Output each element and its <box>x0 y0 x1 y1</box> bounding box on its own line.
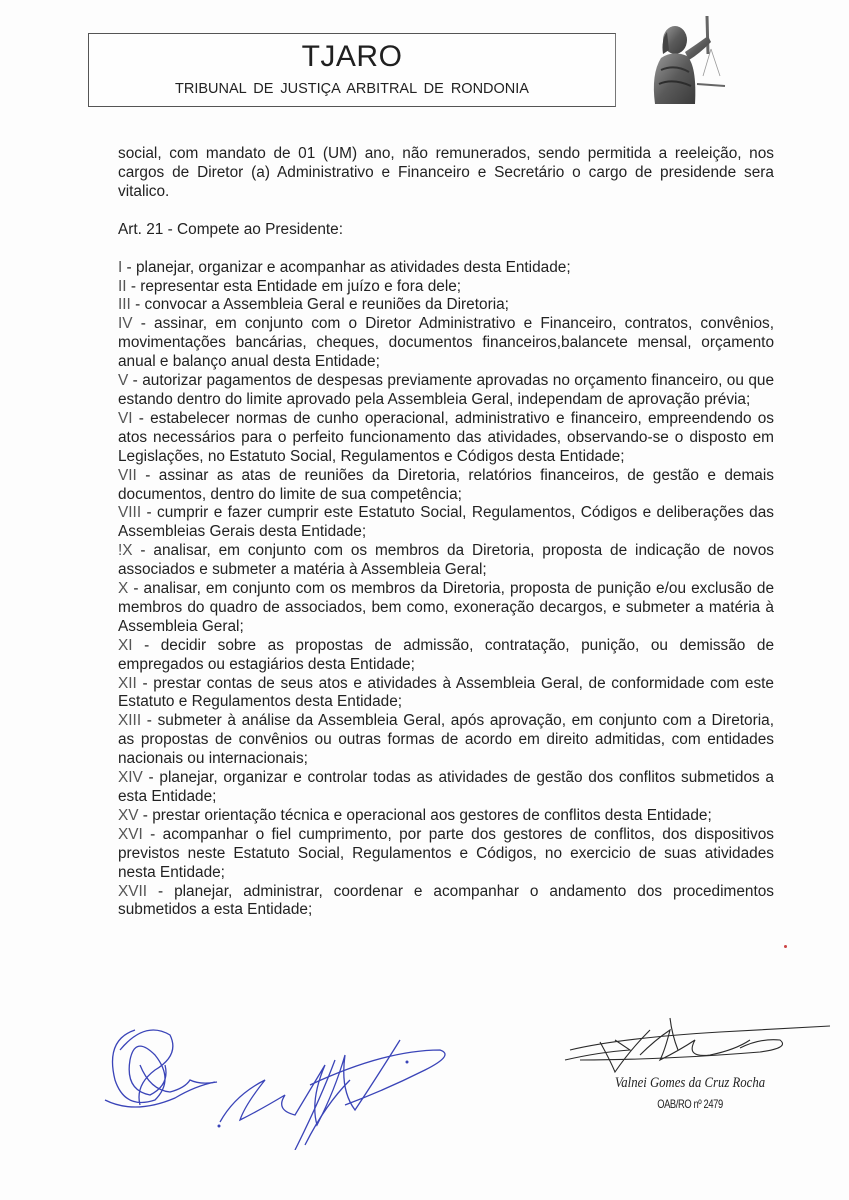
item-text: planejar, organizar e acompanhar as atividades desta Entidade; <box>135 258 571 276</box>
letterhead-box <box>88 33 616 107</box>
item-text: planejar, organizar e controlar todas as atividades de gestão dos conflitos submetidos a esta Entidade; <box>118 769 774 805</box>
item-text: submeter à análise da Assembleia Geral, após aprovação, em conjunto com a Diretoria, as propostas de convênios ou outras formas de acordo em direito admitidas, com entidades nacionais ou internacionais; <box>118 712 774 768</box>
article-item <box>118 315 774 372</box>
article-item <box>118 637 774 675</box>
item-number: I <box>118 258 123 276</box>
article-item <box>118 504 774 542</box>
item-number: XV <box>118 806 139 824</box>
item-number: VIII <box>118 504 142 522</box>
item-separator: - <box>132 409 151 427</box>
item-separator: - <box>132 636 161 654</box>
item-separator: - <box>141 504 157 522</box>
item-separator: - <box>122 258 136 276</box>
item-text: acompanhar o fiel cumprimento, por parte dos gestores de conflitos, dos dispositivos previstos neste Estatuto Social, Regulamentos e Códigos, no exercicio de suas atividades nesta Entidade; <box>118 825 774 881</box>
item-text: assinar as atas de reuniões da Diretoria, relatórios financeiros, de gestão e demais documentos, dentro do limite de sua competência; <box>118 466 774 503</box>
item-text: decidir sobre as propostas de admissão, contratação, punição, ou demissão de empregados ou estagiários desta Entidade; <box>118 636 775 673</box>
ink-mark <box>784 945 787 948</box>
item-text: estabelecer normas de cunho operacional, administrativo e financeiro, empreendendo os atos necessários para o perfeito funcionamento das atividades, observando-se o disposto em Legislações, no Estatuto Social, Regulamentos e Códigos desta Entidade; <box>118 409 774 465</box>
item-number: X <box>118 580 129 598</box>
signer-name: Valnei Gomes da Cruz Rocha <box>614 1075 766 1091</box>
item-separator: - <box>126 277 141 295</box>
article-item <box>118 296 774 315</box>
header-subtitle: TRIBUNAL DE JUSTIÇA ARBITRAL DE RONDONIA <box>175 81 529 97</box>
item-number: XVI <box>118 825 143 843</box>
signature-left <box>95 1010 455 1150</box>
item-number: VI <box>118 409 133 427</box>
item-number: XVII <box>118 882 148 900</box>
item-text: analisar, em conjunto com os membros da Diretoria, proposta de indicação de novos associados e submeter a matéria à Assembleia Geral; <box>118 542 774 579</box>
article-items-list <box>118 259 774 921</box>
item-separator: - <box>142 825 163 843</box>
article-item <box>118 410 774 467</box>
item-text: prestar contas de seus atos e atividades à Assembleia Geral, de conformidade com este Estatuto e Regulamentos desta Entidade; <box>118 674 774 711</box>
article-item <box>118 542 774 580</box>
item-text: analisar, em conjunto com os membros da Diretoria, proposta de punição e/ou exclusão de membros do quadro de associados, bem como, exoneração decargos, e submeter a matéria à Assembleia Geral; <box>118 580 775 635</box>
item-text: planejar, administrar, coordenar e acompanhar o andamento dos procedimentos submetidos a esta Entidade; <box>118 882 774 919</box>
article-item <box>118 467 774 505</box>
signer-registration: OAB/RO nº 2479 <box>657 1097 723 1111</box>
item-separator: - <box>138 806 153 824</box>
item-number: IV <box>118 315 133 333</box>
item-separator: - <box>136 674 154 692</box>
item-separator: - <box>130 296 145 314</box>
header-title: TJARO <box>301 40 403 73</box>
item-separator: - <box>132 315 155 333</box>
article-item <box>118 826 774 883</box>
article-item <box>118 675 774 713</box>
item-separator: - <box>141 712 158 730</box>
item-separator: - <box>128 580 144 598</box>
article-item <box>118 883 774 921</box>
article-item <box>118 259 774 278</box>
item-number: III <box>118 296 131 314</box>
item-separator: - <box>136 466 159 484</box>
article-item <box>118 580 774 637</box>
item-number: V <box>118 372 129 390</box>
article-item <box>118 372 774 410</box>
article-heading: Art. 21 - Compete ao Presidente: <box>118 220 343 238</box>
item-separator: - <box>147 882 175 900</box>
item-number: XII <box>118 674 137 692</box>
article-item <box>118 769 774 807</box>
item-text: assinar, em conjunto com o Diretor Administrativo e Financeiro, contratos, convênios, movimentações bancárias, cheques, documentos financeiros,balancete mensal, orçamento anual e balanço anual desta Entidade; <box>118 315 774 371</box>
item-text: autorizar pagamentos de despesas previamente aprovadas no orçamento financeiro, ou que estando dentro do limite aprovado pela Assembleia Geral, independam de aprovação prévia; <box>118 372 774 408</box>
item-separator: - <box>142 769 160 787</box>
article-item <box>118 807 774 826</box>
item-text: convocar a Assembleia Geral e reuniões da Diretoria; <box>144 296 509 314</box>
lady-justice-statue-icon <box>625 14 735 104</box>
item-text: cumprir e fazer cumprir este Estatuto Social, Regulamentos, Códigos e deliberações das Assembleias Gerais desta Entidade; <box>118 504 774 541</box>
article-item <box>118 278 774 297</box>
item-text: representar esta Entidade em juízo e fora dele; <box>140 277 462 295</box>
article-item <box>118 712 774 769</box>
item-number: !X <box>118 542 133 560</box>
item-number: VII <box>118 466 137 484</box>
item-number: II <box>118 277 127 295</box>
item-separator: - <box>128 372 143 390</box>
item-number: XI <box>118 636 133 654</box>
item-number: XIV <box>118 769 143 787</box>
document-body <box>118 145 774 920</box>
item-text: prestar orientação técnica e operacional aos gestores de conflitos desta Entidade; <box>152 806 712 824</box>
item-separator: - <box>132 542 154 560</box>
item-number: XIII <box>118 712 142 730</box>
intro-paragraph: social, com mandato de 01 (UM) ano, não remunerados, sendo permitida a reeleição, nos cargos de Diretor (a) Administrativo e Financeiro e Secretário o cargo de presidende sera vitalico. <box>118 145 774 200</box>
